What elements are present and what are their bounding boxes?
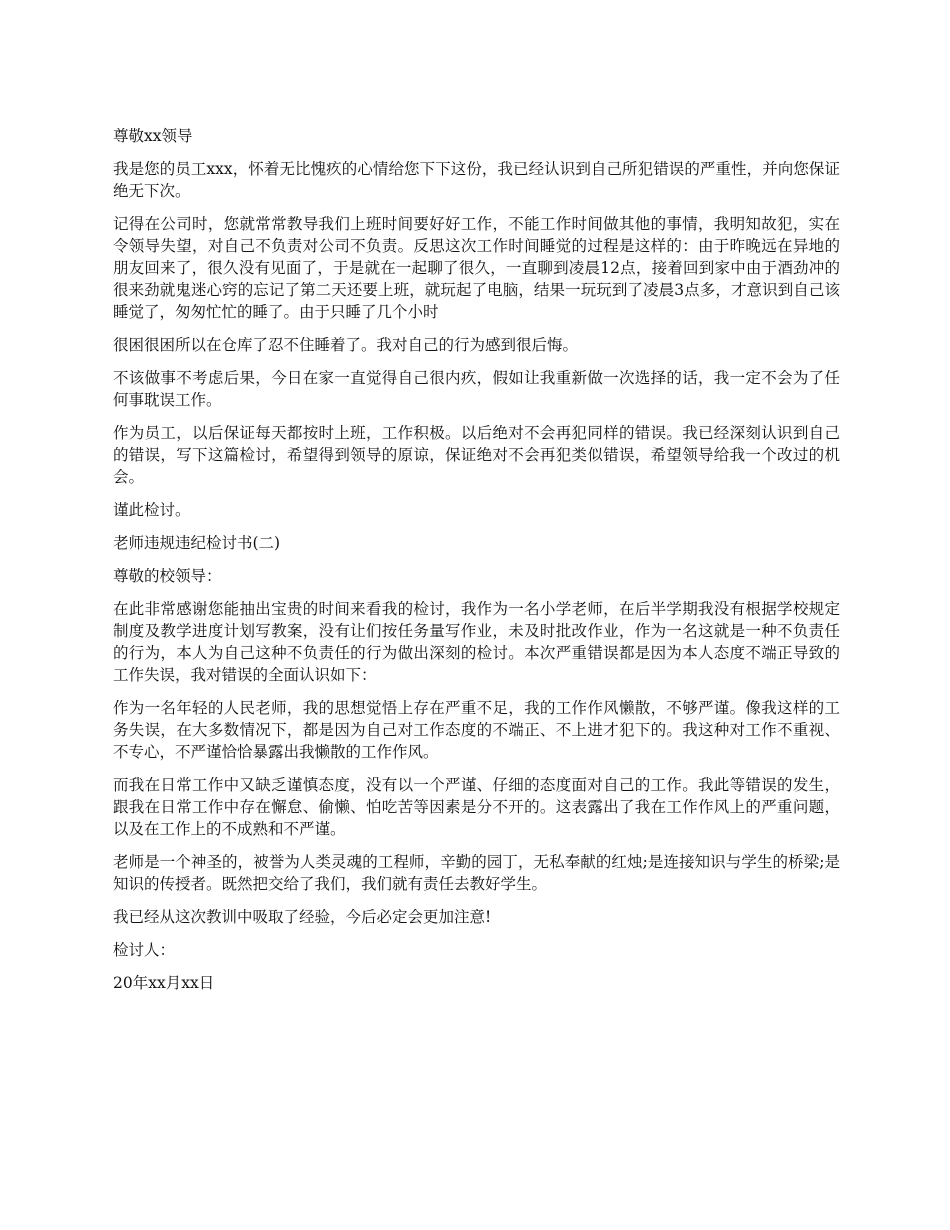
paragraph-self-assessment: 作为一名年轻的人民老师，我的思想觉悟上存在严重不足，我的工作作风懒散，不够严谨。像我这样的工务失误，在大多数情况下，都是因为自己对工作态度的不端正、不上进才犯下的。我这种对工作不重视、不专心，不严谨恰恰暴露出我懒散的工作作风。	[113, 699, 840, 761]
salutation-school: 尊敬的校领导：	[113, 567, 222, 585]
signature-label: 检讨人：	[113, 941, 176, 959]
paragraph-attitude: 而我在日常工作中又缺乏谨慎态度，没有以一个严谨、仔细的态度面对自己的工作。我此等错误的发生，跟我在日常工作中存在懈怠、偷懒、怕吃苦等因素是分不开的。这表露出了我在工作作风上的严重问题，以及在工作上的不成熟和不严谨。	[113, 776, 840, 838]
paragraph-reflection: 不该做事不考虑后果，今日在家一直觉得自己很内疚，假如让我重新做一次选择的话，我一定不会为了任何事耽误工作。	[113, 369, 840, 409]
paragraph-lesson: 我已经从这次教训中吸取了经验，今后必定会更加注意!	[113, 908, 492, 926]
paragraph-account: 记得在公司时，您就常常教导我们上班时间要好好工作，不能工作时间做其他的事情，我明知故犯，实在令领导失望，对自己不负责对公司不负责。反思这次工作时间睡觉的过程是这样的：由于昨晚远在异地的朋友回来了，很久没有见面了，于是就在一起聊了很久，一直聊到凌晨12点，接着回到家中由于酒劲冲的很来劲就鬼迷心窍的忘记了第二天还要上班，就玩起了电脑，结果一玩玩到了凌晨3点多，才意识到自己该睡觉了，匆匆忙忙的睡了。由于只睡了几个小时	[113, 215, 840, 321]
closing-line: 谨此检讨。	[113, 501, 191, 519]
salutation: 尊敬xx领导	[113, 127, 193, 145]
paragraph-thanks: 在此非常感谢您能抽出宝贵的时间来看我的检讨，我作为一名小学老师，在后半学期我没有根据学校规定制度及教学进度计划写教案，没有让们按任务量写作业，未及时批改作业，作为一名这就是一种不负责任的行为，本人为自己这种不负责任的行为做出深刻的检讨。本次严重错误都是因为本人态度不端正导致的工作失误，我对错误的全面认识如下：	[113, 600, 840, 684]
paragraph-promise: 作为员工，以后保证每天都按时上班，工作积极。以后绝对不会再犯同样的错误。我已经深刻认识到自己的错误，写下这篇检讨，希望得到领导的原谅，保证绝对不会再犯类似错误，希望领导给我一个改过的机会。	[113, 424, 840, 486]
document-body	[113, 125, 840, 1005]
date-line: 20年xx月xx日	[113, 974, 215, 992]
paragraph-regret: 很困很困所以在仓库了忍不住睡着了。我对自己的行为感到很后悔。	[113, 336, 579, 354]
paragraph-intro: 我是您的员工xxx，怀着无比愧疚的心情给您下下这份，我已经认识到自己所犯错误的严重性，并向您保证绝无下次。	[113, 160, 840, 200]
section-title: 老师违规违纪检讨书(二)	[113, 534, 281, 552]
paragraph-teacher-role: 老师是一个神圣的，被誉为人类灵魂的工程师，辛勤的园丁，无私奉献的红烛;是连接知识与学生的桥梁;是知识的传授者。既然把交给了我们，我们就有责任去教好学生。	[113, 853, 840, 893]
